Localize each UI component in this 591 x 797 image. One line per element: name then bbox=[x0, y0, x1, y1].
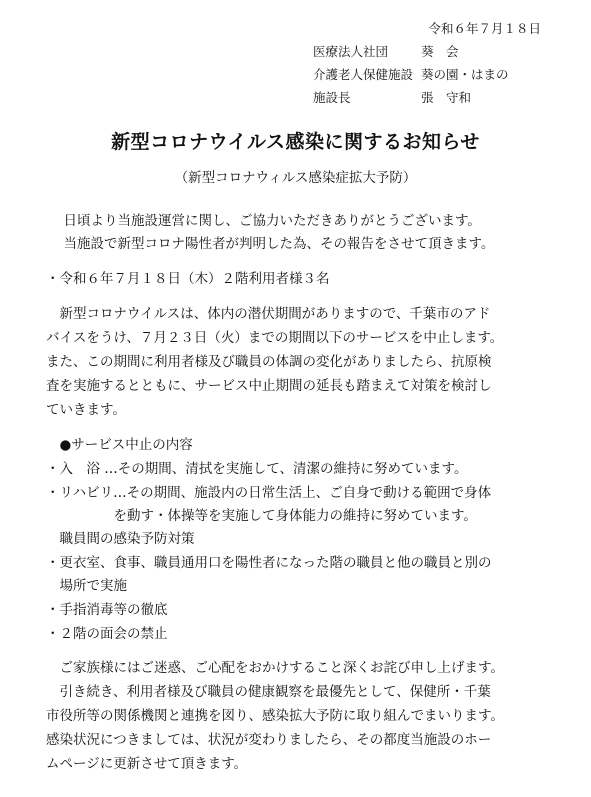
notice-date: 令和６年７月１８日 bbox=[428, 21, 541, 36]
staff-heading: 職員間の感染予防対策 bbox=[46, 531, 195, 547]
issuer-value: 葵の園・はまの bbox=[421, 67, 509, 82]
body-line: ていきます。 bbox=[46, 402, 126, 418]
issuer-facility bbox=[313, 65, 509, 83]
issuer-label: 医療法人社団 bbox=[313, 44, 389, 59]
staff-item: ・２階の面会の禁止 bbox=[46, 626, 168, 642]
closing-line: ご家族様にはご迷惑、ご心配をおかけすること深くお詫び申し上げます。 bbox=[46, 660, 504, 676]
notice-title: 新型コロナウイルス感染に関するお知らせ bbox=[111, 131, 480, 153]
issuer-value: 葵 会 bbox=[421, 44, 459, 59]
body-line: バイスをうけ、７月２３日（火）までの期間以下のサービスを中止します。 bbox=[46, 330, 504, 346]
staff-item: 場所で実施 bbox=[46, 578, 127, 594]
intro-line: 当施設で新型コロナ陽性者が判明した為、その報告をさせて頂きます。 bbox=[50, 236, 495, 252]
closing-line: 感染状況につきましては、状況が変わりましたら、その都度当施設のホー bbox=[46, 732, 492, 748]
issuer-director bbox=[313, 88, 472, 106]
service-item: ・入 浴 …その期間、清拭を実施して、清潔の維持に努めています。 bbox=[46, 461, 468, 477]
services-heading: ●サービス中止の内容 bbox=[46, 437, 193, 453]
issuer-label: 介護老人保健施設 bbox=[313, 67, 414, 82]
body-line: 新型コロナウイルスは、体内の潜伏期間がありますので、千葉市のアド bbox=[46, 306, 491, 322]
staff-item: ・手指消毒等の徹底 bbox=[46, 602, 168, 618]
service-item: を動す・体操等を実施して身体能力の維持に努めています。 bbox=[46, 508, 477, 524]
issuer-corporation bbox=[313, 42, 459, 60]
intro-line: 日頃より当施設運営に関し、ご協力いただきありがとうございます。 bbox=[50, 213, 481, 229]
staff-item: ・更衣室、食事、職員通用口を陽性者になった階の職員と他の職員と別の bbox=[46, 555, 492, 571]
service-item: ・リハビリ…その期間、施設内の日常生活上、ご自身で動ける範囲で身体 bbox=[46, 485, 492, 501]
closing-line: ムページに更新させて頂きます。 bbox=[46, 756, 248, 772]
closing-line: 引き続き、利用者様及び職員の健康観察を最優先として、保健所・千葉 bbox=[46, 684, 491, 700]
issuer-value: 張 守和 bbox=[421, 90, 472, 105]
case-report-line: ・令和６年７月１８日（木）２階利用者様３名 bbox=[46, 271, 330, 287]
body-line: 査を実施するとともに、サービス中止期間の延長も踏まえて対策を検討し bbox=[46, 378, 492, 394]
closing-line: 市役所等の関係機関と連携を図り、感染拡大予防に取り組んでまいります。 bbox=[46, 708, 504, 724]
body-line: また、この期間に利用者様及び職員の体調の変化がありましたら、抗原検 bbox=[46, 354, 492, 370]
issuer-label: 施設長 bbox=[313, 90, 351, 105]
notice-subtitle: （新型コロナウィルス感染症拡大予防） bbox=[174, 170, 417, 186]
